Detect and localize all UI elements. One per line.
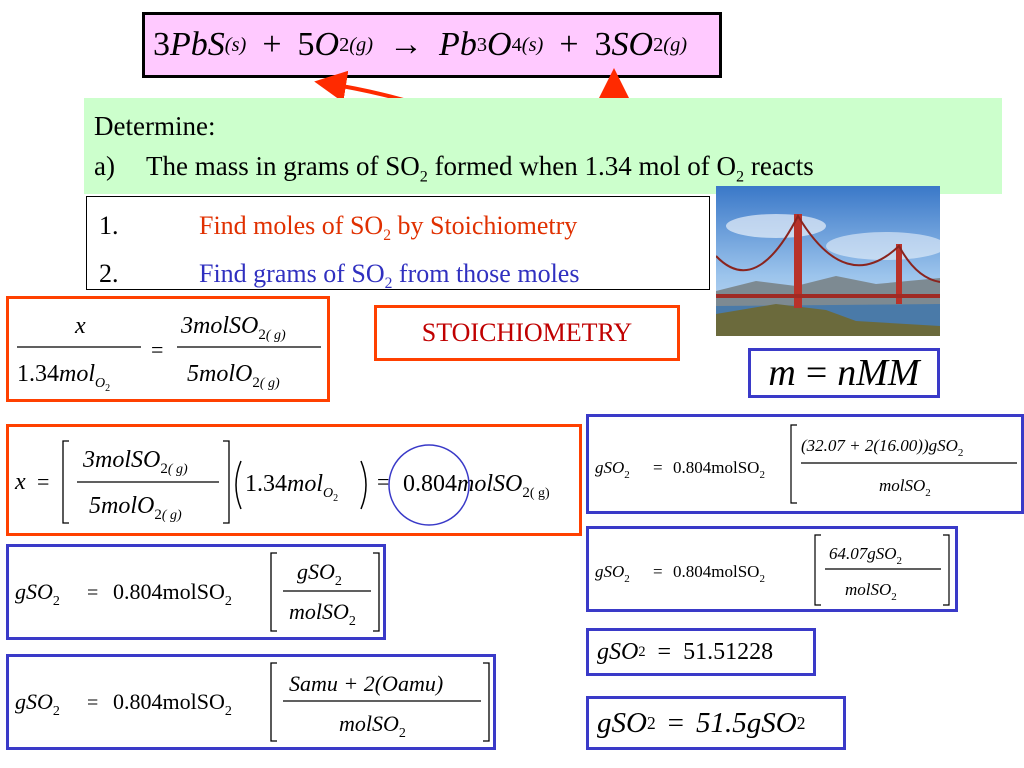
g1-equals: = bbox=[87, 582, 99, 604]
grams-unrounded-box bbox=[586, 628, 816, 676]
pb3o4-sub1: 3 bbox=[476, 33, 488, 56]
chemical-equation bbox=[142, 12, 722, 78]
r3-lhs: gSO bbox=[597, 638, 639, 665]
g2-den: molSO$_2$ bbox=[339, 711, 406, 741]
ratio-num-right: 3molSO$_2$( g) bbox=[181, 313, 286, 343]
step-sub: 2 bbox=[384, 275, 393, 293]
grams-molar-mass-value-box bbox=[586, 526, 958, 612]
r1-lhs: gSO$_2$ bbox=[595, 458, 630, 481]
so2-formula: SO bbox=[611, 26, 654, 63]
pb3o4-pb: Pb bbox=[439, 26, 477, 63]
g2-lhs: gSO$_2$ bbox=[15, 689, 60, 719]
plus-sign: + bbox=[559, 26, 579, 63]
r2-equals: = bbox=[653, 562, 663, 581]
r2-den: molSO$_2$ bbox=[845, 580, 897, 603]
o2-state: (g) bbox=[349, 33, 374, 56]
r1-num: (32.07 + 2(16.00))gSO$_2$ bbox=[801, 436, 964, 459]
calc-num: 3molSO$_2$( g) bbox=[83, 447, 188, 477]
step-number: 2. bbox=[99, 259, 119, 289]
golden-gate-bridge-photo bbox=[716, 186, 940, 336]
stoichiometry-text: STOICHIOMETRY bbox=[421, 318, 633, 347]
g1-num: gSO$_2$ bbox=[297, 559, 342, 589]
r1-amount: 0.804molSO$_2$ bbox=[673, 458, 765, 481]
coef-pbs: 3 bbox=[153, 26, 170, 63]
item-letter: a) bbox=[94, 151, 115, 181]
g1-den: molSO$_2$ bbox=[289, 599, 356, 629]
r3-lhs-sub: 2 bbox=[638, 643, 646, 660]
o2-formula: O bbox=[314, 26, 340, 63]
pbs-state: (s) bbox=[224, 33, 247, 56]
r2-lhs: gSO$_2$ bbox=[595, 562, 630, 585]
step-text-part: from those moles bbox=[392, 259, 580, 289]
ratio-equals: = bbox=[151, 337, 164, 362]
determine-box bbox=[84, 98, 1002, 194]
item-text: reacts bbox=[744, 151, 814, 181]
ratio-den-left: 1.34mol$_O$2 bbox=[17, 361, 111, 394]
formula-equals: = bbox=[805, 352, 828, 394]
item-sub: 2 bbox=[419, 167, 428, 186]
moles-calculation-box bbox=[6, 424, 582, 536]
final-answer-box bbox=[586, 696, 846, 750]
stoichiometry-label bbox=[374, 305, 680, 361]
grams-molar-mass-box bbox=[586, 414, 1024, 514]
r1-den: molSO$_2$ bbox=[879, 476, 931, 499]
step-number: 1. bbox=[99, 211, 119, 240]
r2-amount: 0.804molSO$_2$ bbox=[673, 562, 765, 585]
calc-equals-2: = bbox=[377, 469, 390, 494]
steps-box bbox=[86, 196, 710, 293]
mole-ratio-box bbox=[6, 296, 330, 402]
so2-sub: 2 bbox=[653, 33, 664, 56]
coef-so2: 3 bbox=[594, 26, 612, 63]
pbs-formula: PbS bbox=[170, 26, 225, 63]
g2-amount: 0.804molSO$_2$ bbox=[113, 689, 232, 719]
r2-num: 64.07gSO$_2$ bbox=[829, 544, 903, 567]
determine-heading: Determine: bbox=[94, 111, 216, 141]
coef-o2: 5 bbox=[297, 26, 315, 63]
step-text-part: Find moles of SO bbox=[199, 211, 384, 240]
calc-result: 0.804molSO$_2$( g) bbox=[403, 471, 550, 501]
ratio-x: x bbox=[75, 313, 86, 339]
step-text bbox=[199, 207, 577, 255]
r4-lhs-sub: 2 bbox=[646, 712, 656, 733]
step-text-part: by Stoichiometry bbox=[390, 211, 578, 240]
pb3o4-o: O bbox=[487, 26, 512, 63]
calc-factor: 1.34mol$_O$2 bbox=[245, 471, 339, 504]
grams-setup-box bbox=[6, 544, 386, 640]
pb3o4-sub2: 4 bbox=[511, 33, 522, 56]
item-sub: 2 bbox=[736, 167, 745, 186]
ratio-den-right: 5molO$_2$( g) bbox=[187, 361, 280, 391]
formula-m: m bbox=[768, 352, 796, 394]
formula-rhs: nMM bbox=[837, 352, 920, 394]
r4-equals: = bbox=[667, 706, 685, 739]
r1-equals: = bbox=[653, 458, 663, 477]
so2-state: (g) bbox=[663, 33, 688, 56]
g2-equals: = bbox=[87, 692, 99, 714]
step-1 bbox=[99, 207, 697, 255]
item-text: formed when 1.34 mol of O bbox=[427, 151, 737, 181]
r4-value: 51.5gSO bbox=[696, 706, 797, 739]
mass-formula-box bbox=[748, 348, 940, 398]
pb3o4-state: (s) bbox=[521, 33, 544, 56]
r3-value: 51.51228 bbox=[683, 638, 774, 665]
calc-den: 5molO$_2$( g) bbox=[89, 493, 182, 523]
r3-equals: = bbox=[657, 638, 672, 665]
plus-sign: + bbox=[262, 26, 282, 63]
item-text: The mass in grams of SO bbox=[146, 151, 420, 181]
reaction-arrow: → bbox=[389, 26, 424, 63]
step-text-part: Find grams of SO bbox=[199, 259, 385, 289]
o2-sub: 2 bbox=[339, 33, 350, 56]
step-sub: 2 bbox=[383, 227, 391, 245]
g1-lhs: gSO$_2$ bbox=[15, 579, 60, 609]
r4-lhs: gSO bbox=[597, 706, 647, 739]
g1-amount: 0.804molSO$_2$ bbox=[113, 579, 232, 609]
calc-equals: = bbox=[37, 469, 50, 494]
calc-x: x bbox=[15, 469, 26, 495]
g2-num: Samu + 2(Oamu) bbox=[289, 671, 444, 696]
r4-value-sub: 2 bbox=[796, 712, 806, 733]
grams-amu-box bbox=[6, 654, 496, 750]
